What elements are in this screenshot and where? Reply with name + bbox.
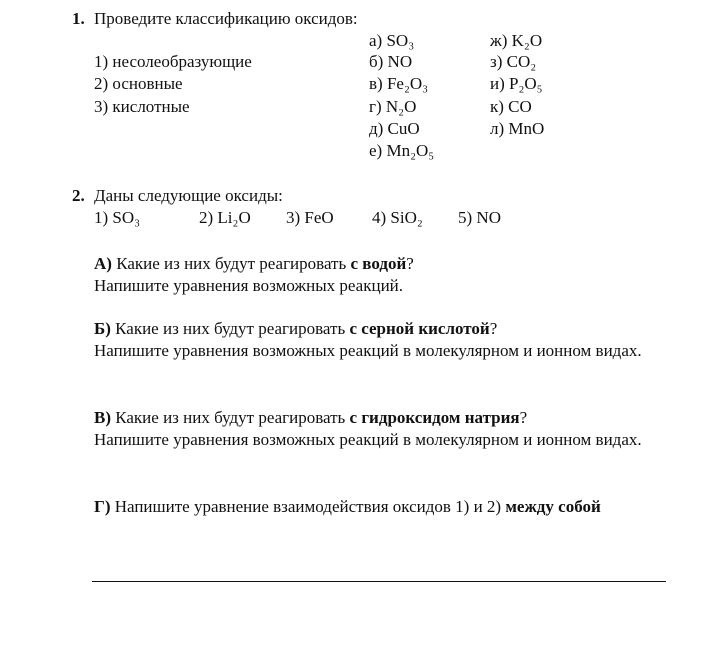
oxide-item: а) SO₃ <box>369 31 415 50</box>
answer-line <box>92 581 666 582</box>
question-v <box>94 407 666 451</box>
question-mark: ? <box>406 254 414 273</box>
oxide-item: е) Mn₂O₅ <box>369 141 435 160</box>
question-instruction: Напишите уравнения возможных реакций. <box>94 276 404 295</box>
question-letter: Б) <box>94 319 111 338</box>
task2-number: 2. <box>72 186 85 205</box>
question-text: Какие из них будут реагировать <box>110 319 350 338</box>
question-emphasis: с водой <box>350 254 407 273</box>
question-text: Напишите уравнение взаимодействия оксидов 1) и 2) <box>110 497 506 516</box>
category-item: 1) несолеобразующие <box>94 52 252 71</box>
oxide-option: 5) NO <box>458 208 501 227</box>
task2-title: Даны следующие оксиды: <box>94 186 283 205</box>
oxide-item: в) Fe₂O₃ <box>369 74 429 93</box>
category-item: 2) основные <box>94 74 183 93</box>
question-emphasis: между собой <box>505 497 601 516</box>
oxide-item: д) CuO <box>369 119 420 138</box>
oxide-option: 3) FeO <box>286 208 334 227</box>
oxide-item: и) P₂O₅ <box>490 74 543 93</box>
oxide-option: 2) Li₂O <box>199 208 251 227</box>
question-text: Какие из них будут реагировать <box>111 254 351 273</box>
question-letter: А) <box>94 254 112 273</box>
question-letter: Г) <box>94 497 111 516</box>
question-letter: В) <box>94 408 111 427</box>
question-mark: ? <box>519 408 528 427</box>
question-mark: ? <box>489 319 498 338</box>
task1-number: 1. <box>72 9 85 28</box>
oxide-item: б) NO <box>369 52 413 71</box>
category-item: 3) кислотные <box>94 97 190 116</box>
oxide-option: 4) SiO₂ <box>372 208 423 227</box>
oxide-item: г) N₂O <box>369 97 417 116</box>
oxide-item: ж) K₂O <box>490 31 543 50</box>
question-instruction: Напишите уравнения возможных реакций в молекулярном и ионном видах. <box>94 341 642 360</box>
question-emphasis: с гидроксидом натрия <box>349 408 520 427</box>
task1-title: Проведите классификацию оксидов: <box>94 9 358 28</box>
oxide-item: з) CO₂ <box>490 52 537 71</box>
question-a <box>94 253 666 297</box>
question-b <box>94 318 666 362</box>
question-g <box>94 496 666 518</box>
oxide-item: к) CO <box>490 97 532 116</box>
question-emphasis: с серной кислотой <box>349 319 490 338</box>
oxide-option: 1) SO₃ <box>94 208 141 227</box>
oxide-item: л) MnO <box>490 119 545 138</box>
question-instruction: Напишите уравнения возможных реакций в молекулярном и ионном видах. <box>94 430 642 449</box>
question-text: Какие из них будут реагировать <box>111 408 350 427</box>
